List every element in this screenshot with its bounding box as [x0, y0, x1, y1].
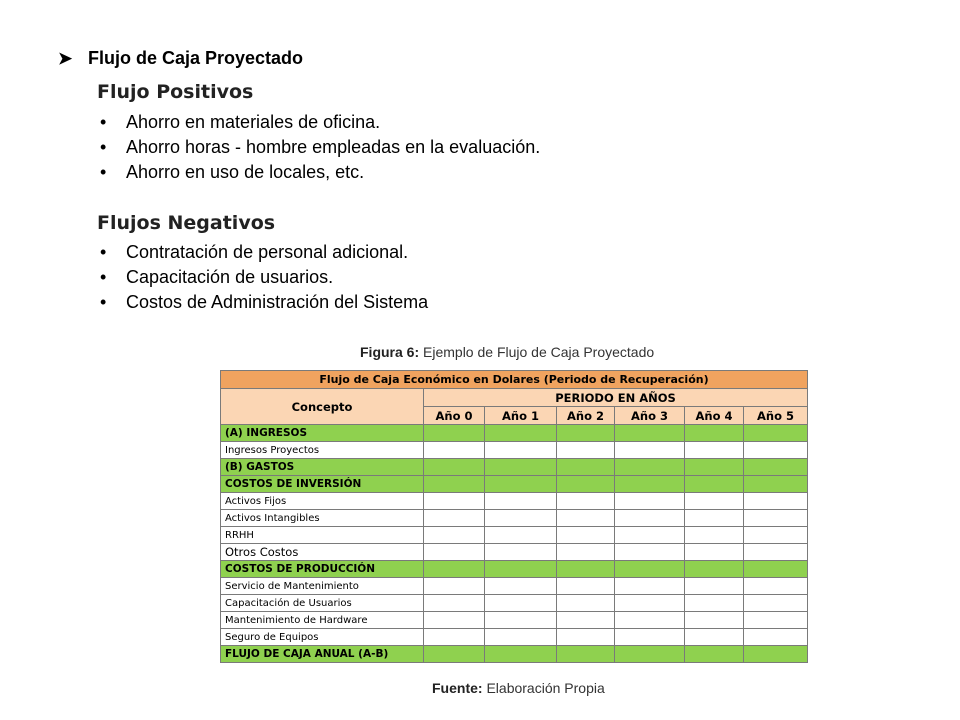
value-cell [485, 578, 557, 595]
value-cell [557, 527, 615, 544]
value-cell [424, 510, 485, 527]
section-heading [58, 48, 303, 69]
value-cell [424, 646, 485, 663]
value-cell [744, 510, 808, 527]
list-item: • Costos de Administración del Sistema [98, 290, 556, 315]
section-heading-text: Flujo de Caja Proyectado [88, 48, 304, 68]
positive-flows-list [98, 110, 556, 185]
table-row [221, 646, 808, 663]
concept-header: Concepto [221, 389, 424, 425]
table-row [221, 476, 808, 493]
table-body [221, 425, 808, 663]
value-cell [685, 459, 744, 476]
row-label: COSTOS DE PRODUCCIÓN [221, 561, 424, 578]
value-cell [685, 629, 744, 646]
table-row [221, 629, 808, 646]
table-row [221, 527, 808, 544]
value-cell [485, 646, 557, 663]
value-cell [485, 629, 557, 646]
value-cell [744, 629, 808, 646]
value-cell [615, 595, 685, 612]
value-cell [744, 476, 808, 493]
value-cell [485, 442, 557, 459]
table-row [221, 493, 808, 510]
value-cell [685, 561, 744, 578]
table-row [221, 425, 808, 442]
value-cell [685, 612, 744, 629]
value-cell [685, 646, 744, 663]
source-label: Fuente: [432, 680, 483, 696]
value-cell [615, 510, 685, 527]
list-item: • Ahorro en materiales de oficina. [98, 110, 556, 135]
value-cell [615, 493, 685, 510]
cash-flow-table [220, 370, 808, 663]
value-cell [744, 646, 808, 663]
year-header: Año 3 [615, 407, 685, 425]
figure-caption [360, 344, 654, 360]
value-cell [615, 578, 685, 595]
list-item: • Ahorro en uso de locales, etc. [98, 160, 556, 185]
value-cell [424, 595, 485, 612]
row-label: COSTOS DE INVERSIÓN [221, 476, 424, 493]
value-cell [615, 612, 685, 629]
value-cell [485, 459, 557, 476]
value-cell [485, 561, 557, 578]
row-label: Seguro de Equipos [221, 629, 424, 646]
table-row [221, 544, 808, 561]
row-label: Servicio de Mantenimiento [221, 578, 424, 595]
value-cell [485, 510, 557, 527]
value-cell [744, 561, 808, 578]
table-row [221, 595, 808, 612]
value-cell [424, 612, 485, 629]
value-cell [485, 476, 557, 493]
value-cell [557, 544, 615, 561]
value-cell [485, 595, 557, 612]
figure-label: Figura 6: [360, 344, 420, 360]
row-label: RRHH [221, 527, 424, 544]
table-row [221, 578, 808, 595]
source-text: Elaboración Propia [486, 680, 605, 696]
year-header: Año 4 [685, 407, 744, 425]
table-title: Flujo de Caja Económico en Dolares (Periodo de Recuperación) [221, 371, 808, 389]
value-cell [424, 629, 485, 646]
value-cell [485, 612, 557, 629]
list-item: • Capacitación de usuarios. [98, 265, 556, 290]
year-header: Año 2 [557, 407, 615, 425]
value-cell [615, 544, 685, 561]
value-cell [485, 544, 557, 561]
year-header: Año 5 [744, 407, 808, 425]
value-cell [615, 646, 685, 663]
value-cell [615, 442, 685, 459]
year-header: Año 0 [424, 407, 485, 425]
value-cell [685, 527, 744, 544]
value-cell [557, 629, 615, 646]
value-cell [557, 459, 615, 476]
value-cell [615, 527, 685, 544]
row-label: Ingresos Proyectos [221, 442, 424, 459]
value-cell [744, 527, 808, 544]
value-cell [557, 561, 615, 578]
value-cell [685, 510, 744, 527]
period-header: PERIODO EN AÑOS [424, 389, 808, 407]
row-label: Mantenimiento de Hardware [221, 612, 424, 629]
table-row [221, 612, 808, 629]
row-label: Capacitación de Usuarios [221, 595, 424, 612]
value-cell [424, 459, 485, 476]
value-cell [557, 646, 615, 663]
table-row [221, 442, 808, 459]
value-cell [685, 595, 744, 612]
value-cell [557, 612, 615, 629]
negative-flows-list [98, 240, 556, 315]
value-cell [744, 544, 808, 561]
value-cell [424, 476, 485, 493]
value-cell [615, 459, 685, 476]
value-cell [615, 425, 685, 442]
value-cell [485, 527, 557, 544]
value-cell [424, 425, 485, 442]
value-cell [557, 476, 615, 493]
row-label: (A) INGRESOS [221, 425, 424, 442]
value-cell [615, 476, 685, 493]
value-cell [615, 561, 685, 578]
value-cell [424, 544, 485, 561]
value-cell [685, 425, 744, 442]
value-cell [744, 578, 808, 595]
row-label: FLUJO DE CAJA ANUAL (A-B) [221, 646, 424, 663]
list-item: • Contratación de personal adicional. [98, 240, 556, 265]
value-cell [615, 629, 685, 646]
year-header: Año 1 [485, 407, 557, 425]
value-cell [744, 459, 808, 476]
table-row [221, 459, 808, 476]
table-row [221, 561, 808, 578]
value-cell [744, 595, 808, 612]
value-cell [744, 425, 808, 442]
value-cell [685, 578, 744, 595]
figure-caption-text: Ejemplo de Flujo de Caja Proyectado [423, 344, 655, 360]
value-cell [744, 612, 808, 629]
value-cell [685, 493, 744, 510]
arrow-bullet-icon: ➤ [58, 49, 73, 68]
value-cell [557, 595, 615, 612]
value-cell [685, 442, 744, 459]
negative-flows-title: Flujos Negativos [97, 212, 276, 234]
value-cell [424, 578, 485, 595]
list-item: • Ahorro horas - hombre empleadas en la evaluación. [98, 135, 556, 160]
positive-flows-title: Flujo Positivos [97, 81, 254, 103]
value-cell [557, 442, 615, 459]
value-cell [744, 442, 808, 459]
row-label: (B) GASTOS [221, 459, 424, 476]
value-cell [424, 442, 485, 459]
row-label: Activos Intangibles [221, 510, 424, 527]
value-cell [424, 493, 485, 510]
value-cell [557, 493, 615, 510]
value-cell [424, 527, 485, 544]
table-row [221, 510, 808, 527]
value-cell [685, 476, 744, 493]
value-cell [485, 493, 557, 510]
value-cell [557, 510, 615, 527]
value-cell [485, 425, 557, 442]
value-cell [424, 561, 485, 578]
figure-source [432, 680, 605, 696]
row-label: Otros Costos [221, 544, 424, 561]
value-cell [744, 493, 808, 510]
value-cell [685, 544, 744, 561]
value-cell [557, 425, 615, 442]
value-cell [557, 578, 615, 595]
row-label: Activos Fijos [221, 493, 424, 510]
